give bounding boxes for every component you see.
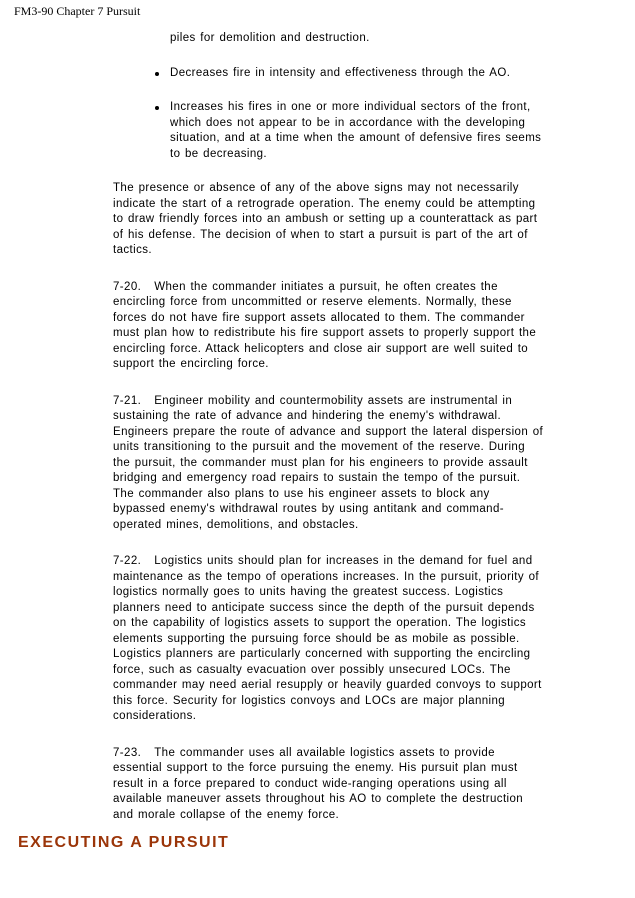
bullet-item [113,66,545,82]
paragraph-text: Logistics units should plan for increases in the demand for fuel and maintenance as the tempo of operations increases. In the pursuit, priority of logistics normally goes to units having the greatest success. Logistics planners need to anticipate success since the depth of the pursuit depends on the capability of logistics assets to support the operation. The logistics elements supporting the pursuing force should be as mobile as possible. Logistics planners are particularly concerned with supporting the encircling force, such as casualty evacuation over possibly unsecured LOCs. The commander may need aerial resupply or heavily guarded convoys to support this force. Security for logistics convoys and LOCs are major planning considerations. [113,555,542,722]
content-column [113,31,545,844]
paragraph-text: The presence or absence of any of the above signs may not necessarily indicate the start of a retrograde operation. The enemy could be attempting to draw friendly forces into an ambush or setting up a counterattack as part of his defense. The decision of when to start a pursuit is part of the art of tactics. [113,182,538,256]
paragraph-text: The commander uses all available logistics assets to provide essential support to the force pursuing the enemy. His pursuit plan must result in a force prepared to conduct wide-ranging operations using all available maneuver assets throughout his AO to complete the destruction and morale collapse of the enemy force. [113,746,524,821]
paragraph-number: 7-21. [113,394,142,407]
paragraph-text: When the commander initiates a pursuit, he often creates the encircling force from uncommitted or reserve elements. Normally, these forces do not have fire support assets allocated to them. The commander must plan how to redistribute his fire support assets to properly support the encircling force. Attack helicopters and close air support are well suited to support the encircling force. [113,280,537,370]
bullet-continuation-text: piles for demolition and destruction. [170,32,370,44]
bullet-item [113,100,545,162]
paragraph-7-22 [113,554,545,725]
page-header: FM3-90 Chapter 7 Pursuit [14,4,141,18]
paragraph-7-23 [113,746,545,824]
paragraph-text: Engineer mobility and countermobility assets are instrumental in sustaining the rate of advance and hindering the enemy's withdrawal. Engineers prepare the route of advance and support the lateral dispersion of units transitioning to the pursuit and the movement of the reserve. During the pursuit, the commander must plan for his engineers to provide assault bridging and emergency road repairs to sustain the tempo of the pursuit. The commander also plans to use his engineer assets to block any bypassed enemy's withdrawal routes by using antitank and command-operated mines, demolitions, and obstacles. [113,394,544,531]
paragraph-number: 7-20. [113,280,142,293]
paragraph-number: 7-22. [113,555,142,567]
bullet-text: Increases his fires in one or more individual sectors of the front, which does not appear to be in accordance with the developing situation, and at a time when the amount of defensive fires seems to be decreasing. [170,101,542,160]
paragraph-7-21 [113,394,545,534]
bullet-text: Decreases fire in intensity and effectiveness through the AO. [170,66,511,79]
paragraph-number: 7-23. [113,746,142,759]
paragraph-lead [113,181,545,259]
paragraph-7-20 [113,280,545,373]
section-heading: EXECUTING A PURSUIT [18,834,230,851]
bullet-icon [155,72,159,76]
bullet-icon [155,106,159,110]
